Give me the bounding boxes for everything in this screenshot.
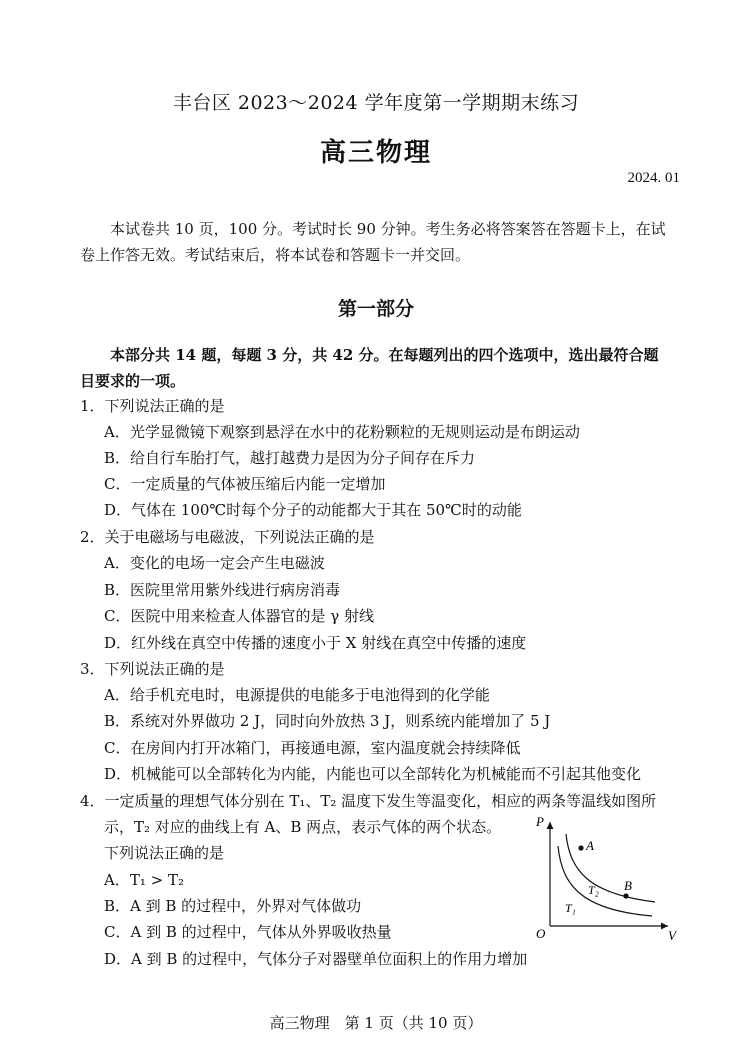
axis-v-label: V	[668, 928, 676, 943]
point-a-label: A	[586, 838, 594, 853]
state-b-point	[623, 893, 628, 898]
instructions	[80, 216, 683, 268]
question-1-option-a: A．光学显微镜下观察到悬浮在水中的花粉颗粒的无规则运动是布朗运动	[104, 423, 580, 441]
section-intro-line-1: 本部分共 14 题，每题 3 分，共 42 分。在每题列出的四个选项中，选出最符合题	[110, 346, 659, 364]
question-1-option-d: D．气体在 100℃时每个分子的动能都大于其在 50℃时的动能	[104, 501, 522, 519]
point-b-label: B	[624, 878, 632, 893]
question-3-option-c: C．在房间内打开冰箱门，再接通电源，室内温度就会持续降低	[104, 739, 521, 757]
exam-title: 丰台区 2023～2024 学年度第一学期期末练习	[172, 92, 580, 114]
question-2-option-c: C．医院中用来检查人体器官的是 γ 射线	[104, 607, 374, 625]
question-2-option-b: B．医院里常用紫外线进行病房消毒	[104, 581, 341, 599]
question-2-stem: 2．关于电磁场与电磁波，下列说法正确的是	[80, 528, 375, 546]
exam-date: 2024. 01	[627, 170, 680, 186]
question-3-option-a: A．给手机充电时，电源提供的电能多于电池得到的化学能	[104, 686, 490, 704]
origin-label: O	[536, 926, 546, 941]
page-footer: 高三物理 第 1 页（共 10 页）	[269, 1014, 483, 1032]
instructions-line-1: 本试卷共 10 页，100 分。考试时长 90 分钟。考生务必将答案答在答题卡上，在试	[110, 220, 666, 238]
section-title: 第一部分	[337, 298, 414, 320]
question-4-stem-line-2: 示，T₂ 对应的曲线上有 A、B 两点，表示气体的两个状态。	[104, 818, 502, 836]
question-4-stem-line-1: 4．一定质量的理想气体分别在 T₁、T₂ 温度下发生等温变化，相应的两条等温线如图所	[80, 792, 657, 810]
section-intro	[80, 342, 683, 394]
question-4-option-b: B．A 到 B 的过程中，外界对气体做功	[104, 897, 362, 915]
question-1-option-b: B．给自行车胎打气，越打越费力是因为分子间存在斥力	[104, 449, 476, 467]
question-4-option-d: D．A 到 B 的过程中，气体分子对器壁单位面积上的作用力增加	[104, 950, 528, 968]
question-4-option-a: A．T₁ > T₂	[104, 871, 184, 889]
question-4-stem-line-3: 下列说法正确的是	[104, 844, 225, 862]
question-3-option-d: D．机械能可以全部转化为内能，内能也可以全部转化为机械能而不引起其他变化	[104, 765, 642, 783]
pv-isotherm-figure	[530, 812, 680, 944]
curve-t1-label: T₁	[565, 901, 576, 915]
question-2-option-a: A．变化的电场一定会产生电磁波	[104, 554, 325, 572]
question-2-option-d: D．红外线在真空中传播的速度小于 X 射线在真空中传播的速度	[104, 634, 527, 652]
section-intro-line-2: 目要求的一项。	[80, 372, 186, 390]
subject-title: 高三物理	[319, 138, 432, 168]
question-4-option-c: C．A 到 B 的过程中，气体从外界吸收热量	[104, 923, 392, 941]
axis-p-label: P	[536, 814, 544, 829]
question-1-stem: 1．下列说法正确的是	[80, 397, 225, 415]
isotherm-t2-curve	[566, 834, 655, 902]
question-3-option-b: B．系统对外界做功 2 J，同时向外放热 3 J，则系统内能增加了 5 J	[104, 712, 551, 730]
instructions-line-2: 卷上作答无效。考试结束后，将本试卷和答题卡一并交回。	[80, 246, 471, 264]
question-1-option-c: C．一定质量的气体被压缩后内能一定增加	[104, 475, 386, 493]
question-3-stem: 3．下列说法正确的是	[80, 660, 225, 678]
curve-t2-label: T₂	[588, 883, 599, 897]
state-a-point	[578, 845, 583, 850]
